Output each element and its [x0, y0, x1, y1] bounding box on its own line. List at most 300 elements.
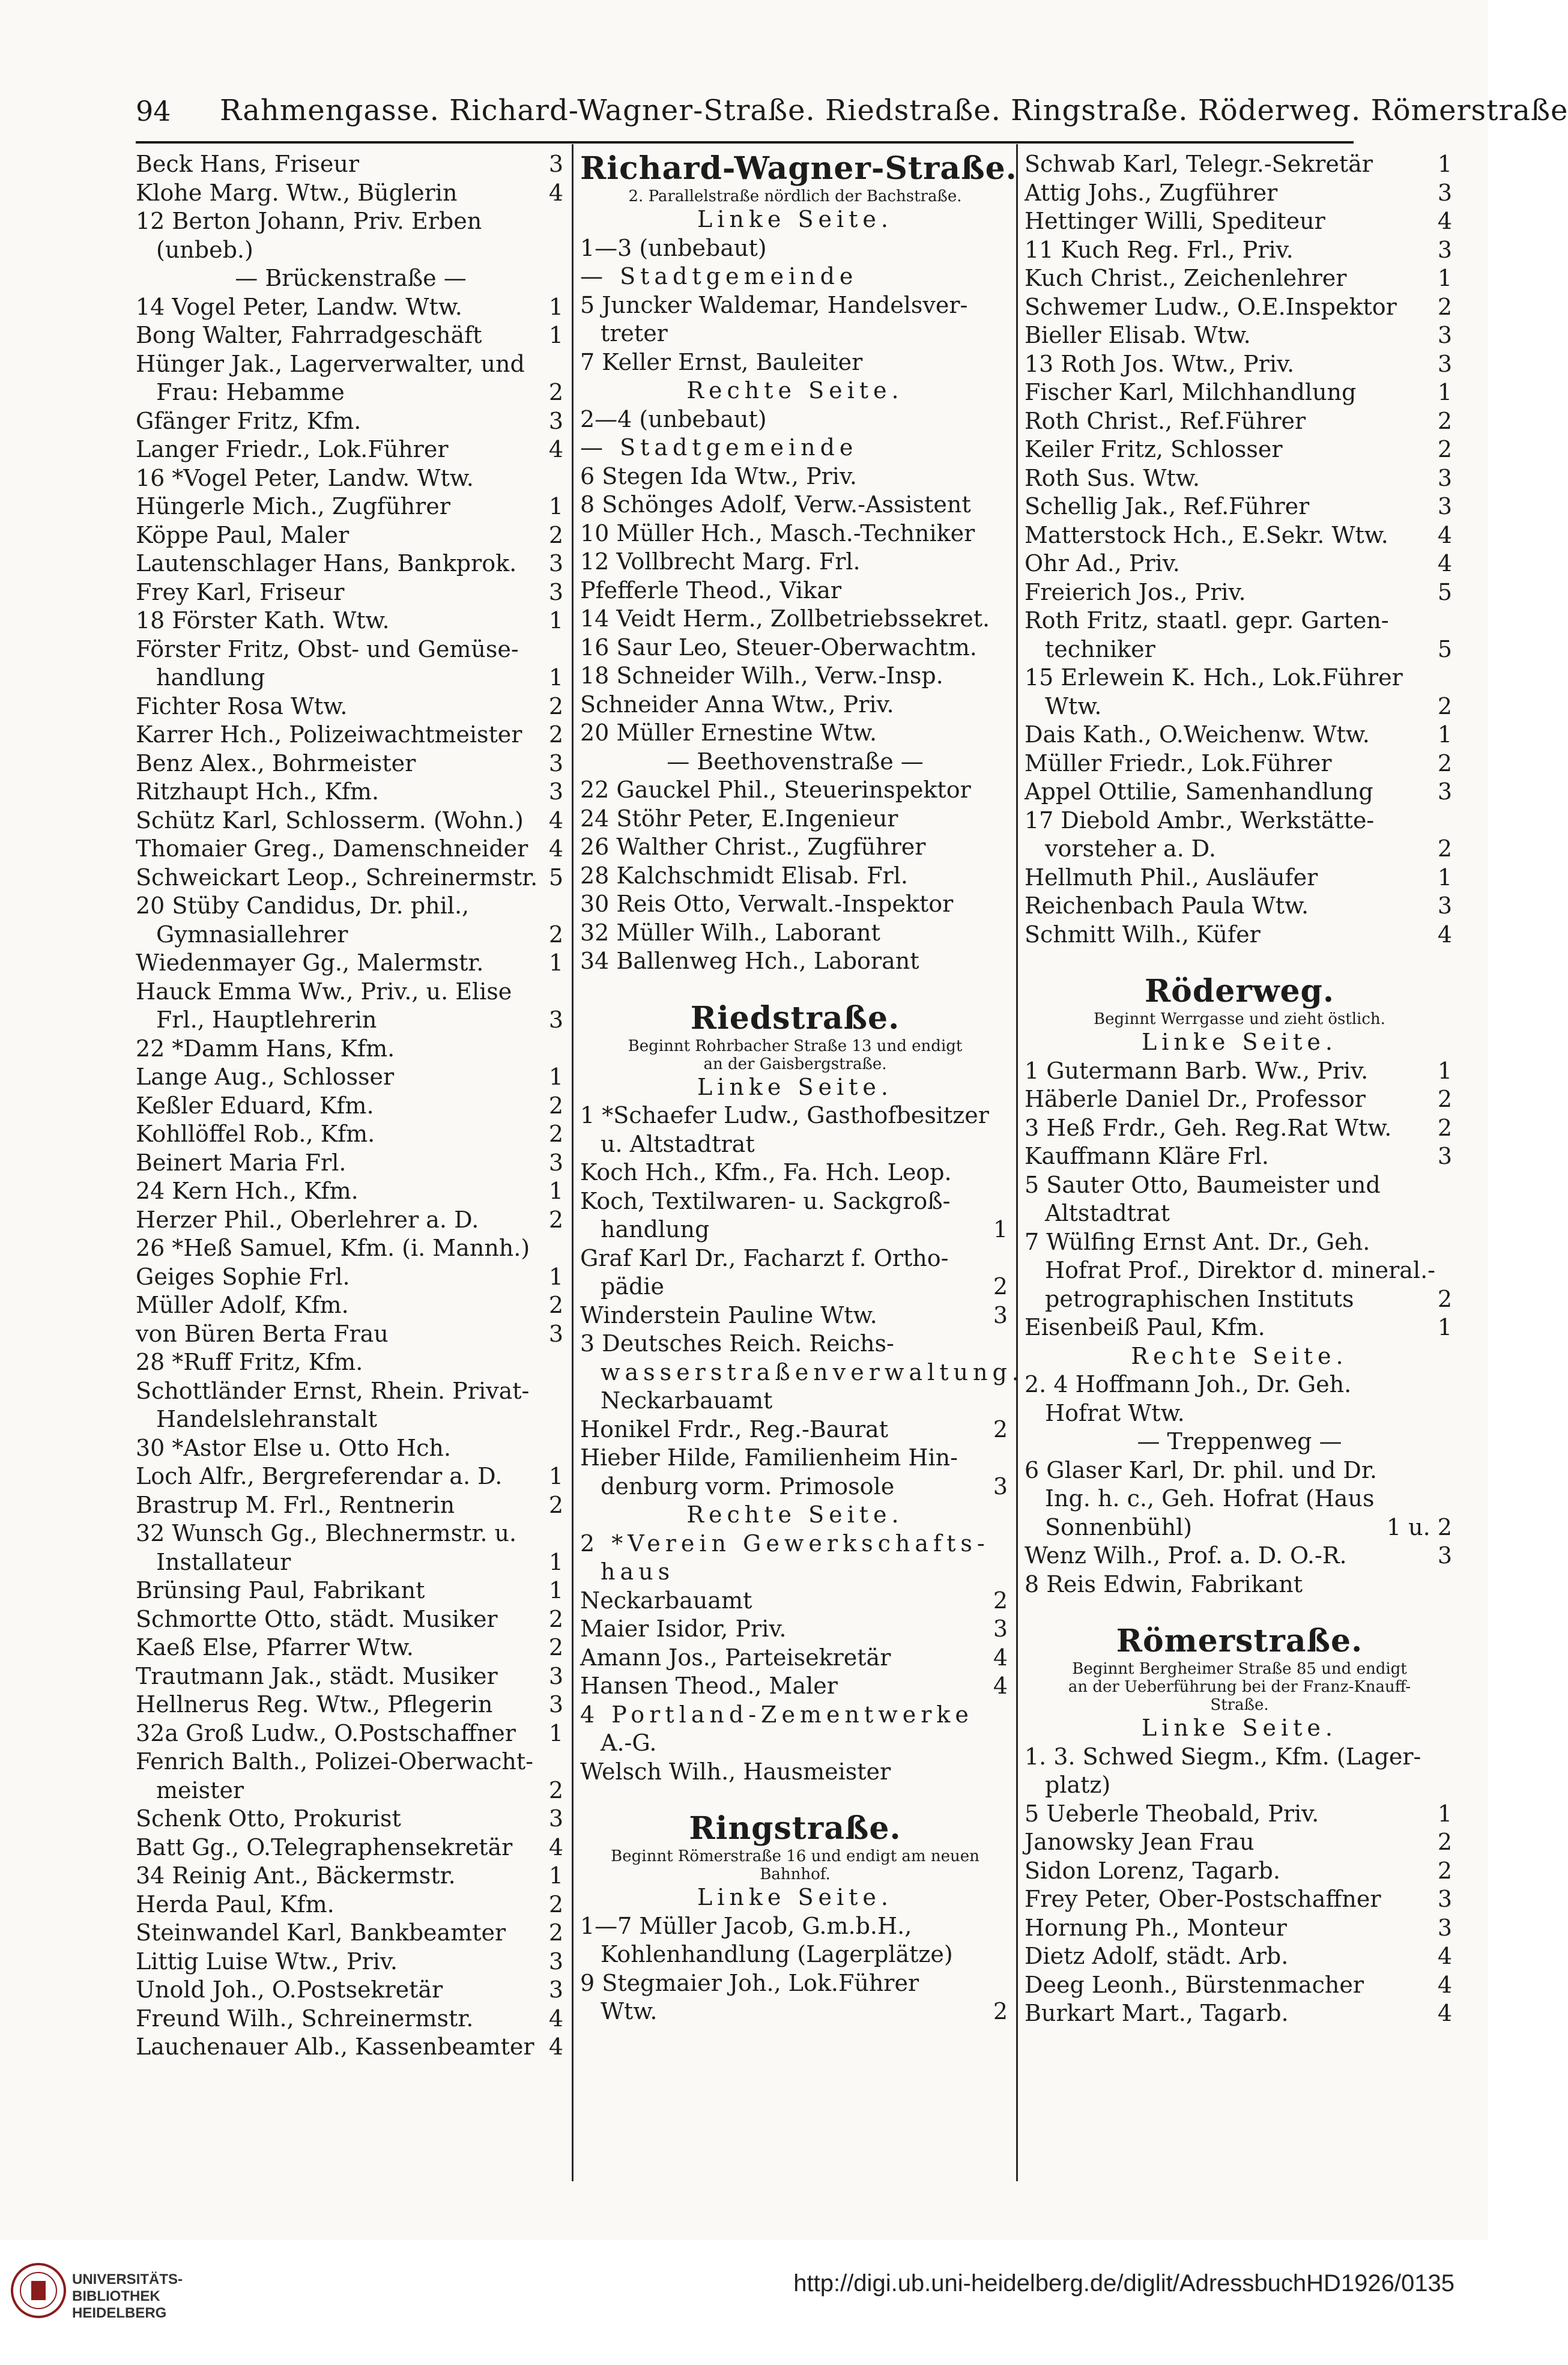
entry-text: 30 Reis Otto, Verwalt.-Inspektor: [580, 891, 954, 917]
floor-number: 3: [1437, 179, 1452, 206]
entry-text: Klohe Marg. Wtw., Büglerin: [136, 179, 458, 206]
entry-text: — Brückenstraße —: [235, 265, 467, 291]
directory-entry: [136, 1605, 566, 1634]
floor-number: 2: [548, 1634, 563, 1661]
directory-entry: [136, 1092, 566, 1121]
entry-text: Altstadtrat: [1045, 1200, 1170, 1226]
entry-text: Beinert Maria Frl.: [136, 1149, 347, 1176]
directory-entry: [580, 1672, 1010, 1701]
directory-entry: [580, 1158, 1010, 1187]
floor-number: 3: [1437, 322, 1452, 348]
directory-entry: [580, 1358, 1024, 1387]
directory-entry: [136, 949, 566, 978]
source-url-link[interactable]: http://digi.ub.uni-heidelberg.de/diglit/AdressbuchHD1926/0135: [793, 2270, 1454, 2297]
directory-entry: [580, 548, 1010, 577]
entry-text: Graf Karl Dr., Facharzt f. Ortho-: [580, 1244, 949, 1271]
directory-entry: [1025, 921, 1454, 949]
directory-entry: [136, 492, 566, 521]
directory-entry: [136, 578, 566, 607]
entry-text: Lauchenauer Alb., Kassenbeamter: [136, 2033, 534, 2060]
directory-entry: [136, 835, 566, 864]
directory-entry: [1025, 1285, 1454, 1314]
entry-text: — Stadtgemeinde: [580, 263, 858, 289]
entry-text: Freierich Jos., Priv.: [1025, 578, 1246, 605]
floor-number: 3: [1437, 236, 1452, 263]
entry-text: Beginnt Rohrbacher Straße 13 und endigt: [628, 1037, 963, 1055]
entry-text: 1. 3. Schwed Siegm., Kfm. (Lager-: [1025, 1743, 1421, 1770]
entry-text: Bong Walter, Fahrradgeschäft: [136, 322, 482, 348]
entry-text: 14 Veidt Herm., Zollbetriebssekret.: [580, 605, 990, 632]
directory-entry: [580, 234, 1010, 263]
entry-text: 34 Ballenweg Hch., Laborant: [580, 948, 919, 974]
floor-number: 4: [1437, 1971, 1452, 1998]
directory-entry: [580, 1101, 1010, 1130]
entry-text: Maier Isidor, Priv.: [580, 1616, 787, 1642]
floor-number: 2: [1437, 749, 1452, 777]
directory-entry: [580, 1330, 1010, 1358]
entry-text: 22 *Damm Hans, Kfm.: [136, 1035, 395, 1062]
floor-number: 2: [1437, 692, 1452, 719]
entry-text: Welsch Wilh., Hausmeister: [580, 1758, 891, 1785]
directory-entry: [136, 1291, 566, 1320]
entry-text: Häberle Daniel Dr., Professor: [1025, 1086, 1366, 1112]
entry-text: Winderstein Pauline Wtw.: [580, 1301, 877, 1328]
entry-text: Beginnt Bergheimer Straße 85 und endigt: [1072, 1660, 1407, 1678]
entry-text: 12 Vollbrecht Marg. Frl.: [580, 548, 861, 575]
floor-number: 2: [1437, 293, 1452, 320]
entry-text: Reichenbach Paula Wtw.: [1025, 892, 1309, 919]
entry-text: Gfänger Fritz, Kfm.: [136, 407, 362, 434]
floor-number: 3: [548, 1805, 563, 1832]
floor-number: 2: [1437, 1285, 1452, 1312]
directory-entry: [580, 919, 1010, 948]
directory-entry: [1025, 1800, 1454, 1829]
entry-text: von Büren Berta Frau: [136, 1320, 389, 1347]
entry-text: 5 Juncker Waldemar, Handelsver-: [580, 291, 968, 318]
entry-text: 1 *Schaefer Ludw., Gasthofbesitzer: [580, 1102, 989, 1128]
directory-entry: [580, 719, 1010, 748]
directory-entry: [580, 776, 1010, 805]
directory-entry: [136, 864, 566, 892]
entry-text: 18 Schneider Wilh., Verw.-Insp.: [580, 662, 943, 689]
directory-entry: [580, 1273, 1010, 1301]
entry-text: Bieller Elisab. Wtw.: [1025, 322, 1251, 348]
directory-entry: [1025, 521, 1454, 550]
directory-entry: [136, 2005, 566, 2033]
floor-number: 1: [548, 1463, 563, 1489]
entry-text: Eisenbeiß Paul, Kfm.: [1025, 1314, 1265, 1340]
directory-entry: [580, 1416, 1010, 1444]
floor-number: 1: [1437, 864, 1452, 891]
directory-entry: [1025, 1256, 1454, 1285]
directory-entry: [1025, 749, 1454, 778]
directory-entry: [580, 1187, 1010, 1216]
entry-text: Richard-Wagner-Straße.: [580, 150, 1017, 187]
directory-entry: [1025, 1228, 1454, 1257]
entry-text: 8 Schönges Adolf, Verw.-Assistent: [580, 491, 971, 518]
directory-entry: [580, 150, 1017, 187]
entry-text: 11 Kuch Reg. Frl., Priv.: [1025, 236, 1294, 263]
entry-text: Schwemer Ludw., O.E.Inspektor: [1025, 293, 1397, 320]
directory-entry: [136, 1320, 566, 1349]
entry-text: Sonnenbühl): [1045, 1513, 1193, 1540]
directory-entry: [580, 1558, 1010, 1587]
directory-entry: [1025, 1999, 1454, 2028]
entry-text: Keiler Fritz, Schlosser: [1025, 436, 1283, 462]
entry-text: handlung: [156, 664, 265, 691]
directory-entry: [580, 976, 1010, 1000]
floor-number: 2: [548, 721, 563, 748]
directory-entry: [580, 1444, 1010, 1473]
entry-text: Rechte Seite.: [1131, 1342, 1348, 1369]
directory-entry: [136, 1776, 566, 1805]
entry-text: 26 *Heß Samuel, Kfm. (i. Mannh.): [136, 1235, 530, 1261]
directory-entry: [580, 1037, 1010, 1055]
directory-entry: [1025, 835, 1454, 864]
header-rule: [136, 141, 1354, 144]
entry-text: 24 Stöhr Peter, E.Ingenieur: [580, 805, 898, 832]
directory-entry: [1025, 1599, 1454, 1623]
entry-text: Herzer Phil., Oberlehrer a. D.: [136, 1206, 479, 1233]
entry-text: an der Ueberführung bei der Franz-Knauff-: [1068, 1678, 1411, 1696]
entry-text: 24 Kern Hch., Kfm.: [136, 1178, 359, 1204]
entry-text: 32a Groß Ludw., O.Postschaffner: [136, 1719, 516, 1746]
entry-text: 9 Stegmaier Joh., Lok.Führer: [580, 1969, 919, 1996]
floor-number: 2: [993, 1416, 1008, 1443]
entry-text: Amann Jos., Parteisekretär: [580, 1644, 891, 1671]
entry-text: Frey Peter, Ober-Postschaffner: [1025, 1886, 1381, 1912]
entry-text: Rechte Seite.: [686, 377, 904, 404]
entry-text: denburg vorm. Primosole: [601, 1473, 895, 1500]
directory-entry: [1025, 150, 1454, 179]
entry-text: 8 Reis Edwin, Fabrikant: [1025, 1570, 1303, 1597]
entry-text: 6 Stegen Ida Wtw., Priv.: [580, 462, 857, 489]
floor-number: 1: [1437, 1057, 1452, 1084]
entry-text: 7 Keller Ernst, Bauleiter: [580, 348, 863, 375]
entry-text: Ohr Ad., Priv.: [1025, 550, 1180, 577]
floor-number: 1: [548, 607, 563, 634]
entry-text: 2—4 (unbebaut): [580, 405, 767, 432]
floor-number: 1: [548, 293, 563, 320]
directory-entry: [1025, 1399, 1454, 1428]
floor-number: 4: [548, 2033, 563, 2060]
entry-text: Karrer Hch., Polizeiwachtmeister: [136, 721, 522, 748]
entry-text: meister: [156, 1776, 244, 1803]
floor-number: 3: [1437, 892, 1452, 919]
directory-entry: [580, 1758, 1010, 1787]
entry-text: Fenrich Balth., Polizei-Oberwacht-: [136, 1748, 534, 1775]
entry-text: u. Altstadtrat: [601, 1130, 755, 1157]
directory-entry: [136, 378, 566, 407]
directory-entry: [580, 805, 1010, 834]
floor-number: 1: [548, 949, 563, 976]
entry-text: 30 *Astor Else u. Otto Hch.: [136, 1434, 451, 1461]
directory-entry: [580, 405, 1010, 434]
directory-entry: [1025, 1114, 1454, 1143]
floor-number: 1: [548, 664, 563, 691]
directory-entry: [1025, 664, 1454, 692]
directory-entry: [580, 1701, 1010, 1730]
running-title: Rahmengasse. Richard-Wagner-Straße. Riedstraße. Ringstraße. Röderweg. Römerstraße: [220, 94, 1568, 127]
directory-entry: [580, 1729, 1010, 1758]
entry-text: Brastrup M. Frl., Rentnerin: [136, 1491, 455, 1518]
entry-text: 15 Erlewein K. Hch., Lok.Führer: [1025, 664, 1403, 691]
directory-entry: [1025, 1696, 1454, 1714]
entry-text: techniker: [1045, 635, 1155, 662]
entry-text: Schweickart Leop., Schreinermstr.: [136, 864, 538, 891]
directory-entry: [136, 1576, 566, 1605]
directory-entry: [136, 1405, 566, 1434]
entry-text: Linke Seite.: [697, 1073, 893, 1100]
directory-entry: [580, 1865, 1010, 1883]
directory-entry: [580, 291, 1010, 320]
entry-text: Langer Friedr., Lok.Führer: [136, 436, 449, 462]
floor-number: 2: [1437, 1086, 1452, 1112]
directory-entry: [1025, 1199, 1454, 1228]
floor-number: 3: [993, 1301, 1008, 1328]
entry-text: petrographischen Instituts: [1045, 1285, 1354, 1312]
floor-number: 1: [548, 1577, 563, 1603]
floor-number: 3: [1437, 350, 1452, 377]
directory-entry: [1025, 1660, 1454, 1678]
directory-entry: [1025, 1857, 1454, 1886]
floor-number: 4: [1437, 521, 1452, 548]
entry-text: Keßler Eduard, Kfm.: [136, 1092, 374, 1119]
directory-entry: [136, 978, 566, 1007]
entry-text: Roth Christ., Ref.Führer: [1025, 407, 1306, 434]
floor-number: 2: [1437, 835, 1452, 862]
directory-entry: [1025, 807, 1454, 835]
directory-entry: [1025, 179, 1454, 208]
entry-text: Hofrat Prof., Direktor d. mineral.-: [1045, 1257, 1436, 1283]
entry-text: Hellmuth Phil., Ausläufer: [1025, 864, 1318, 891]
directory-entry: [1025, 236, 1454, 265]
entry-text: Kohllöffel Rob., Kfm.: [136, 1121, 375, 1147]
floor-number: 2: [548, 1206, 563, 1233]
entry-text: 16 Saur Leo, Steuer-Oberwachtm.: [580, 634, 977, 661]
directory-entry: [1025, 1057, 1454, 1086]
entry-text: 1—7 Müller Jacob, G.m.b.H.,: [580, 1912, 912, 1939]
entry-text: Schenk Otto, Prokurist: [136, 1805, 401, 1832]
entry-text: 7 Wülfing Ernst Ant. Dr., Geh.: [1025, 1228, 1370, 1255]
directory-entry: [1025, 1914, 1454, 1943]
floor-number: 3: [548, 1691, 563, 1718]
directory-entry: [1025, 864, 1454, 892]
entry-text: Lange Aug., Schlosser: [136, 1064, 395, 1090]
directory-entry: [136, 236, 566, 265]
entry-text: — Treppenweg —: [1137, 1428, 1342, 1455]
entry-text: 18 Förster Kath. Wtw.: [136, 607, 390, 634]
floor-number: 1: [1437, 1314, 1452, 1340]
floor-number: 1: [548, 493, 563, 519]
directory-entry: [580, 691, 1010, 719]
directory-entry: [1025, 635, 1454, 664]
entry-text: Handelslehranstalt: [156, 1406, 377, 1432]
floor-number: 3: [993, 1473, 1008, 1500]
entry-text: Ing. h. c., Geh. Hofrat (Haus: [1045, 1485, 1375, 1512]
entry-text: haus: [601, 1558, 675, 1585]
entry-text: — Beethovenstraße —: [667, 748, 924, 775]
directory-entry: [580, 262, 1010, 291]
directory-entry: [136, 1834, 566, 1862]
entry-text: 2 *Verein Gewerkschafts-: [580, 1530, 990, 1557]
directory-entry: [136, 293, 566, 322]
entry-text: Hauck Emma Ww., Priv., u. Elise: [136, 978, 512, 1005]
directory-entry: [1025, 492, 1454, 521]
entry-text: Schmortte Otto, städt. Musiker: [136, 1605, 498, 1632]
page-header: [136, 91, 1568, 139]
directory-entry: [136, 1120, 566, 1149]
entry-text: Köppe Paul, Maler: [136, 521, 350, 548]
entry-text: Deeg Leonh., Bürstenmacher: [1025, 1971, 1364, 1998]
entry-text: 10 Müller Hch., Masch.-Techniker: [580, 519, 975, 547]
floor-number: 1: [1437, 265, 1452, 291]
floor-number: 2: [993, 1998, 1008, 2024]
floor-number: 3: [1437, 1914, 1452, 1941]
directory-entry: [1025, 1171, 1454, 1200]
floor-number: 4: [548, 2005, 563, 2032]
directory-entry: [1025, 1971, 1454, 2000]
entry-text: 2. 4 Hoffmann Joh., Dr. Geh.: [1025, 1371, 1352, 1398]
entry-text: 16 *Vogel Peter, Landw. Wtw.: [136, 464, 474, 491]
directory-entry: [1025, 1771, 1454, 1800]
floor-number: 1: [548, 322, 563, 348]
directory-entry: [580, 1244, 1010, 1273]
floor-number: 2: [1437, 1114, 1452, 1141]
directory-entry: [580, 519, 1010, 548]
floor-number: 5: [548, 864, 563, 891]
entry-text: Bahnhof.: [760, 1865, 831, 1883]
floor-number: 2: [993, 1273, 1008, 1300]
directory-entry: [1025, 1010, 1454, 1028]
directory-entry: [136, 807, 566, 835]
floor-number: 3: [548, 778, 563, 805]
floor-number: 2: [1437, 1857, 1452, 1884]
entry-text: 13 Roth Jos. Wtw., Priv.: [1025, 350, 1295, 377]
entry-text: 1—3 (unbebaut): [580, 234, 767, 261]
entry-text: Batt Gg., O.Telegraphensekretär: [136, 1834, 513, 1861]
entry-text: Herda Paul, Kfm.: [136, 1891, 334, 1918]
entry-text: Hieber Hilde, Familienheim Hin-: [580, 1444, 958, 1471]
directory-entry: [136, 207, 566, 236]
entry-text: vorsteher a. D.: [1045, 835, 1216, 862]
directory-entry: [580, 748, 1010, 777]
floor-number: 1: [548, 1178, 563, 1204]
directory-entry: [136, 1263, 566, 1292]
floor-number: 3: [548, 1007, 563, 1033]
directory-entry: [580, 605, 1010, 634]
directory-entry: [1025, 578, 1454, 607]
entry-text: Littig Luise Wtw., Priv.: [136, 1948, 398, 1975]
entry-text: 2. Parallelstraße nördlich der Bachstraße.: [628, 187, 962, 205]
directory-entry: [580, 1615, 1010, 1644]
entry-text: — Stadtgemeinde: [580, 434, 858, 461]
entry-text: Beginnt Römerstraße 16 und endigt am neuen: [611, 1847, 979, 1865]
directory-entry: [580, 662, 1010, 691]
floor-number: 3: [548, 407, 563, 434]
directory-entry: [1025, 778, 1454, 807]
directory-entry: [1025, 1485, 1454, 1513]
directory-entry: [580, 1997, 1010, 2026]
directory-entry: [1025, 892, 1454, 921]
floor-number: 2: [548, 1121, 563, 1147]
entry-text: handlung: [601, 1216, 710, 1243]
entry-text: Hofrat Wtw.: [1045, 1399, 1185, 1426]
directory-entry: [1025, 1885, 1454, 1914]
floor-number: 4: [548, 807, 563, 834]
directory-entry: [136, 179, 566, 208]
directory-entry: [1025, 973, 1454, 1010]
entry-text: Geiges Sophie Frl.: [136, 1263, 350, 1290]
floor-number: 4: [1437, 208, 1452, 234]
entry-text: Dietz Adolf, städt. Arb.: [1025, 1943, 1289, 1969]
entry-text: Wiedenmayer Gg., Malermstr.: [136, 949, 484, 976]
directory-entry: [580, 319, 1010, 348]
entry-text: Linke Seite.: [697, 1884, 893, 1910]
directory-entry: [580, 491, 1010, 519]
entry-text: Schmitt Wilh., Küfer: [1025, 921, 1261, 948]
directory-entry: [580, 1644, 1010, 1673]
directory-entry: [136, 1976, 566, 2005]
floor-number: 2: [548, 921, 563, 948]
floor-number: 2: [548, 521, 563, 548]
library-name: UNIVERSITÄTS- BIBLIOTHEK HEIDELBERG: [72, 2271, 183, 2321]
entry-text: 20 Müller Ernestine Wtw.: [580, 719, 877, 746]
directory-entry: [1025, 378, 1454, 407]
entry-text: Beck Hans, Friseur: [136, 151, 360, 177]
floor-number: 1: [548, 1548, 563, 1575]
entry-text: platz): [1045, 1772, 1111, 1798]
directory-entry: [580, 1912, 1010, 1941]
entry-text: Kaeß Else, Pfarrer Wtw.: [136, 1634, 414, 1661]
entry-text: Hettinger Willi, Spediteur: [1025, 208, 1325, 234]
entry-text: Linke Seite.: [1142, 1715, 1337, 1741]
floor-number: 3: [548, 1976, 563, 2003]
entry-text: Dais Kath., O.Weichenw. Wtw.: [1025, 721, 1370, 748]
entry-text: Riedstraße.: [690, 999, 900, 1037]
directory-entry: [136, 1063, 566, 1092]
floor-number: 2: [548, 1605, 563, 1632]
directory-entry: [580, 1501, 1010, 1530]
floor-number: 3: [1437, 464, 1452, 491]
floor-number: 4: [548, 436, 563, 462]
directory-entry: [580, 1000, 1010, 1037]
directory-entry: [136, 464, 566, 493]
entry-text: Burkart Mart., Tagarb.: [1025, 2000, 1289, 2026]
directory-entry: [580, 890, 1010, 919]
entry-text: 32 Wunsch Gg., Blechnermstr. u.: [136, 1520, 517, 1546]
floor-number: 3: [548, 1662, 563, 1689]
directory-entry: [580, 1883, 1010, 1912]
entry-text: Hüngerle Mich., Zugführer: [136, 493, 450, 519]
directory-entry: [136, 150, 566, 179]
directory-entry: [136, 435, 566, 464]
directory-entry: [1025, 1828, 1454, 1857]
floor-number: 2: [1437, 1829, 1452, 1855]
directory-entry: [136, 1434, 566, 1463]
entry-text: Schneider Anna Wtw., Priv.: [580, 691, 894, 718]
column-left: [136, 150, 566, 2062]
directory-entry: [1025, 1428, 1454, 1456]
entry-text: Röderweg.: [1144, 973, 1335, 1010]
entry-text: Hellnerus Reg. Wtw., Pflegerin: [136, 1691, 493, 1718]
directory-entry: [136, 1948, 566, 1976]
entry-text: Beginnt Werrgasse und zieht östlich.: [1094, 1010, 1385, 1028]
floor-number: 3: [1437, 1542, 1452, 1569]
floor-number: 5: [1437, 635, 1452, 662]
entry-text: Installateur: [156, 1548, 291, 1575]
entry-text: 4 Portland-Zementwerke: [580, 1701, 973, 1728]
